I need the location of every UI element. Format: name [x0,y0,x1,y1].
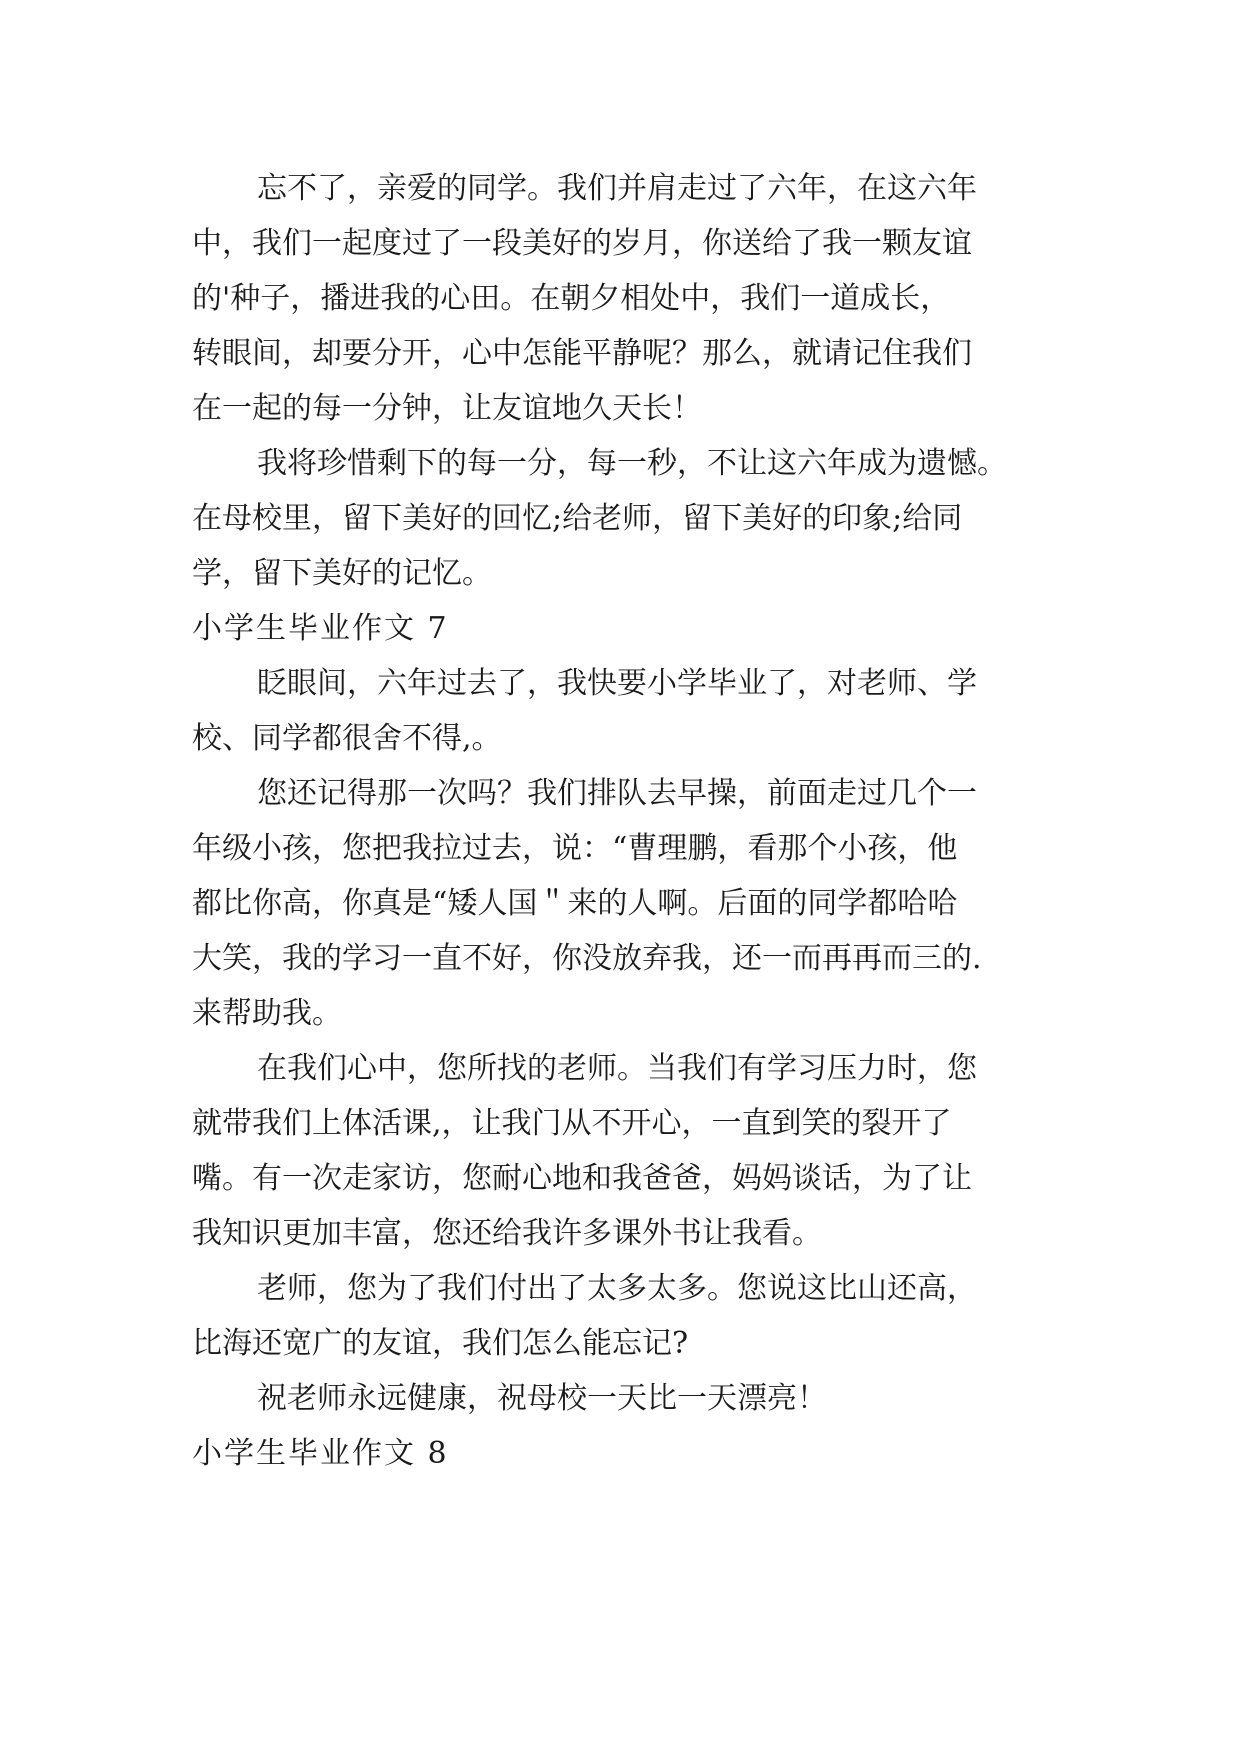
paragraph-line: 来帮助我。 [192,996,342,1031]
paragraph-line: 学，留下美好的记忆。 [192,556,492,591]
paragraph-line: 嘴。有一次走家访，您耐心地和我爸爸，妈妈谈话，为了让 [192,1161,972,1196]
paragraph-line: 都比你高，你真是“矮人国＂来的人啊。后面的同学都哈哈 [192,886,958,921]
section-heading: 小学生毕业作文 8 [192,1436,449,1471]
paragraph-line: 在一起的每一分钟，让友谊地久天长！ [192,391,702,426]
paragraph-line: 祝老师永远健康，祝母校一天比一天漂亮！ [257,1381,827,1416]
paragraph-line: 在母校里，留下美好的回忆;给老师，留下美好的印象;给同 [192,501,963,536]
paragraph-line: 大笑，我的学习一直不好，你没放弃我，还一而再再而三的. [192,941,982,976]
paragraph-line: 年级小孩，您把我拉过去，说：“曹理鹏，看那个小孩，他 [192,831,958,866]
paragraph-line: 校、同学都很舍不得,。 [192,721,502,756]
paragraph-line: 我知识更加丰富，您还给我许多课外书让我看。 [192,1216,822,1251]
section-heading: 小学生毕业作文 7 [192,611,449,646]
paragraph-line: 眨眼间，六年过去了，我快要小学毕业了，对老师、学 [257,666,977,701]
paragraph-line: 老师，您为了我们付出了太多太多。您说这比山还高， [257,1271,977,1306]
paragraph-line: 的'种子，播进我的心田。在朝夕相处中，我们一道成长， [192,281,951,316]
paragraph-line: 中，我们一起度过了一段美好的岁月，你送给了我一颗友谊 [192,226,972,261]
paragraph-line: 我将珍惜剩下的每一分，每一秒，不让这六年成为遗憾。 [257,446,1007,481]
paragraph-line: 就带我们上体活课,，让我门从不开心，一直到笑的裂开了 [192,1106,952,1141]
paragraph-line: 比海还宽广的友谊，我们怎么能忘记? [192,1326,689,1361]
paragraph-line: 转眼间，却要分开，心中怎能平静呢？那么，就请记住我们 [192,336,972,371]
paragraph-line: 忘不了，亲爱的同学。我们并肩走过了六年，在这六年 [257,171,977,206]
paragraph-line: 在我们心中，您所找的老师。当我们有学习压力时，您 [257,1051,977,1086]
paragraph-line: 您还记得那一次吗？我们排队去早操，前面走过几个一 [257,776,977,811]
